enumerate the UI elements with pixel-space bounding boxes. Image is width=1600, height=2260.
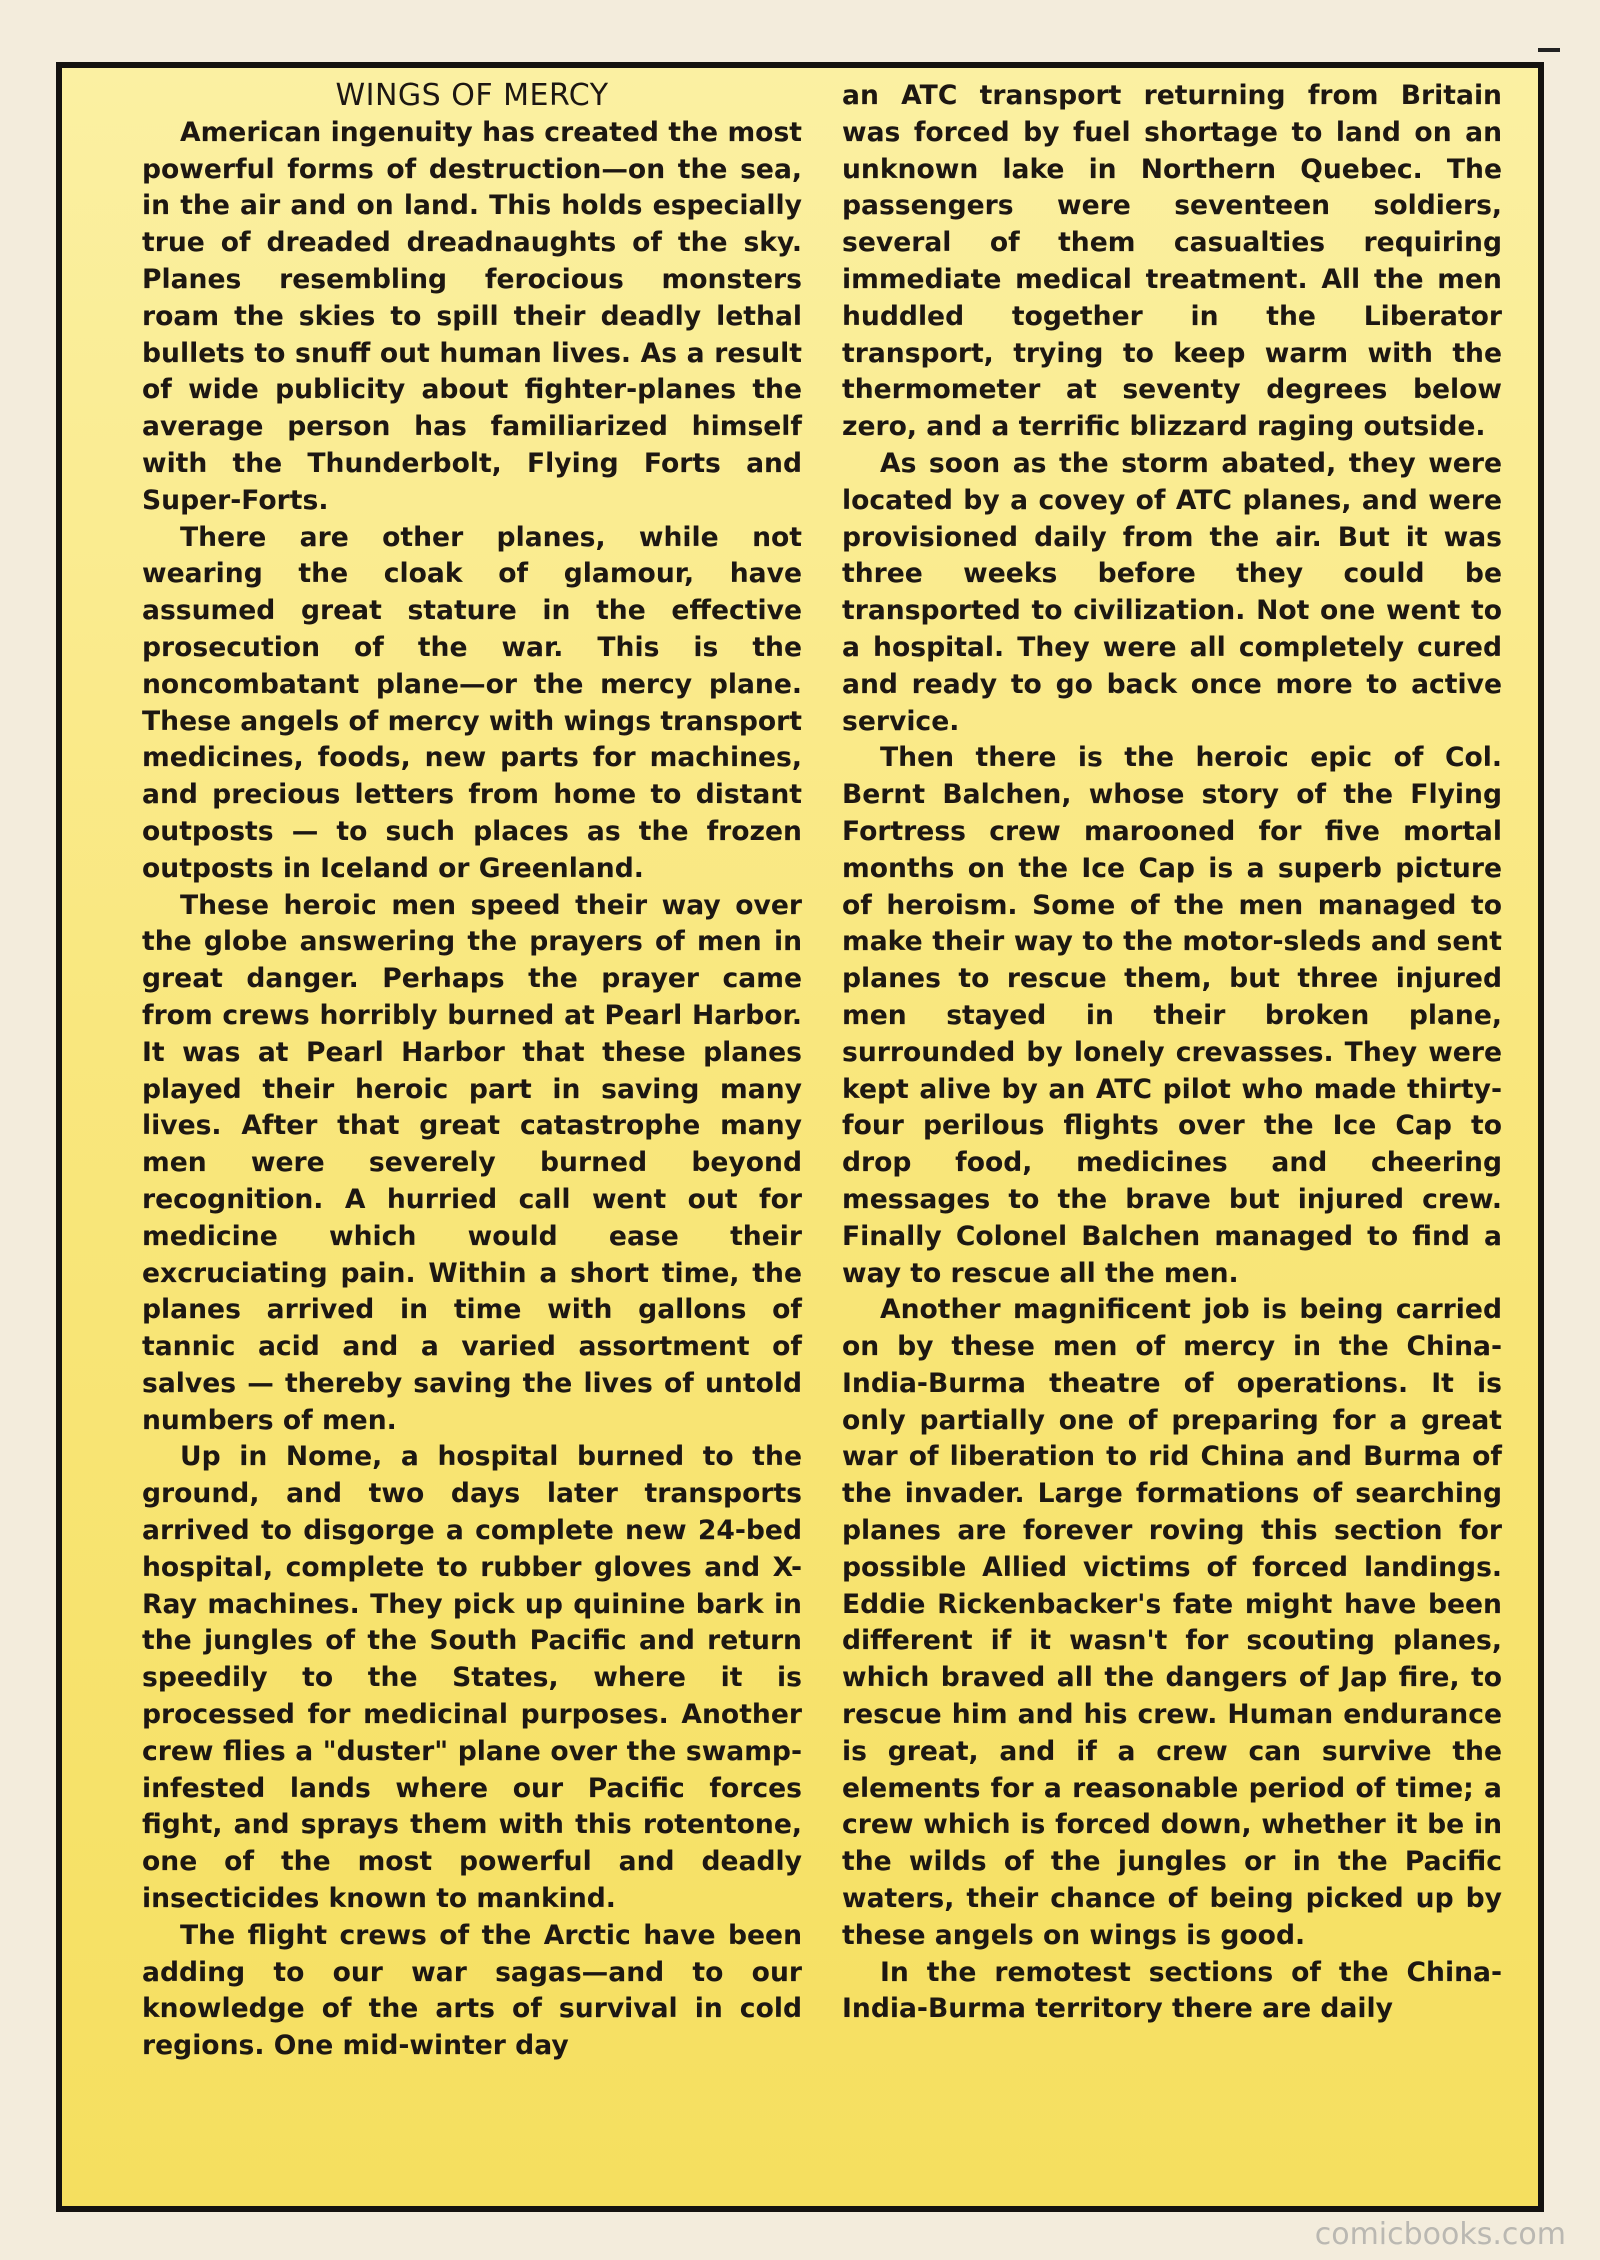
paragraph: Up in Nome, a hospital burned to the ground, and two days later transports arrived to disgorge a complete new 24-bed hospital, complete to rubber gloves and X-Ray machines. They pick up quinine bark in the jungles of the South Pacific and return speedily to the States, where it is processed for medicinal purposes. Another crew flies a "duster" plane over the swamp-infested lands where our Pacific forces fight, and sprays them with this rotentone, one of the most powerful and deadly insecticides known to mankind.	[142, 1441, 802, 1915]
paragraph-continued: an ATC transport returning from Britain was forced by fuel shortage to land on an unknown lake in Northern Quebec. The passengers were seventeen soldiers, several of them casualties requiring immediate medical treatment. All the men huddled together in the Liberator transport, trying to keep warm with the thermometer at seventy degrees below zero, and a terrific blizzard raging outside.	[842, 80, 1502, 443]
corner-mark	[1538, 48, 1560, 52]
article-panel	[56, 62, 1544, 2212]
paragraph: The flight crews of the Arctic have been adding to our war sagas—and to our knowledge of the arts of survival in cold regions. One mid-winter day	[142, 1919, 802, 2062]
right-column	[842, 78, 1502, 2206]
paragraph: Another magnificent job is being carried on by these men of mercy in the China-India-Burma theatre of operations. It is only partially one of preparing for a great war of liberation to rid China and Burma of the invader. Large formations of searching planes are forever roving this section for possible Allied victims of forced landings. Eddie Rickenbacker's fate might have been different if it wasn't for scouting planes, which braved all the dangers of Jap fire, to rescue him and his crew. Human endurance is great, and if a crew can survive the elements for a reasonable period of time; a crew which is forced down, whether it be in the wilds of the jungles or in the Pacific waters, their chance of being picked up by these angels on wings is good.	[842, 1294, 1502, 1951]
site-watermark: comicbooks.com	[1314, 2217, 1566, 2252]
paragraph: These heroic men speed their way over the globe answering the prayers of men in great danger. Perhaps the prayer came from crews horribly burned at Pearl Harbor. It was at Pearl Harbor that these planes played their heroic part in saving many lives. After that great catastrophe many men were severely burned beyond recognition. A hurried call went out for medicine which would ease their excruciating pain. Within a short time, the planes arrived in time with gallons of tannic acid and a varied assortment of salves — thereby saving the lives of untold numbers of men.	[142, 889, 802, 1436]
article-columns	[142, 78, 1502, 2206]
paragraph: There are other planes, while not wearing the cloak of glamour, have assumed great stature in the effective prosecution of the war. This is the noncombatant plane—or the mercy plane. These angels of mercy with wings transport medicines, foods, new parts for machines, and precious letters from home to distant outposts — to such places as the frozen outposts in Iceland or Greenland.	[142, 521, 802, 884]
paragraph: As soon as the storm abated, they were located by a covey of ATC planes, and were provisioned daily from the air. But it was three weeks before they could be transported to civilization. Not one went to a hospital. They were all completely cured and ready to go back once more to active service.	[842, 447, 1502, 737]
article-title: WINGS OF MERCY	[335, 78, 609, 113]
paragraph: American ingenuity has created the most powerful forms of destruction—on the sea, in the air and on land. This holds especially true of dreaded dreadnaughts of the sky. Planes resembling ferocious monsters roam the skies to spill their deadly lethal bullets to snuff out human lives. As a result of wide publicity about fighter-planes the average person has familiarized himself with the Thunderbolt, Flying Forts and Super-Forts.	[142, 116, 802, 516]
left-column	[142, 78, 802, 2206]
paragraph: Then there is the heroic epic of Col. Bernt Balchen, whose story of the Flying Fortress crew marooned for five mortal months on the Ice Cap is a superb picture of heroism. Some of the men managed to make their way to the motor-sleds and sent planes to rescue them, but three injured men stayed in their broken plane, surrounded by lonely crevasses. They were kept alive by an ATC pilot who made thirty-four perilous flights over the Ice Cap to drop food, medicines and cheering messages to the brave but injured crew. Finally Colonel Balchen managed to find a way to rescue all the men.	[842, 742, 1502, 1289]
paragraph: In the remotest sections of the China-India-Burma territory there are daily	[842, 1956, 1502, 2025]
